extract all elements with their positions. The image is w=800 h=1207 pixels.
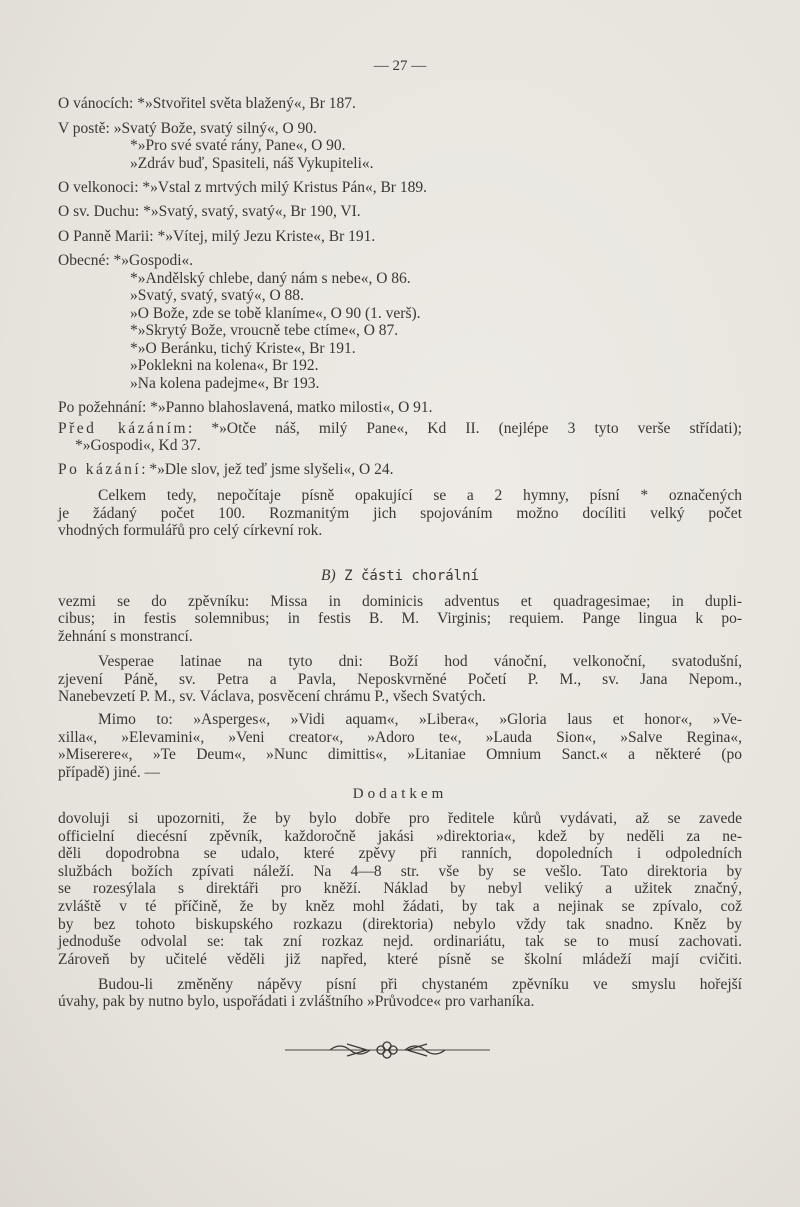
line-general-8	[130, 375, 742, 393]
line-text: »Zdráv buď, Spasiteli, náš Vykupiteli«.	[130, 155, 374, 172]
line-after-blessing	[58, 399, 742, 417]
paragraph-line	[58, 593, 742, 611]
ornament-divider	[285, 1040, 490, 1060]
line-text: : *»Otče náš, milý Pane«, Kd II. (nejlépe 3 tyto verše střídati);	[188, 420, 742, 437]
line-virgin-mary	[58, 228, 742, 246]
line-text: jednoduše odvolal se: tak zní rozkaz nejd. ordinariátu, tak se to musí zachovati.	[58, 933, 742, 950]
line-general-5	[130, 322, 742, 340]
line-label: B)	[321, 567, 336, 584]
line-text: Mimo to: »Asperges«, »Vidi aquam«, »Libera«, »Gloria laus et honor«, »Ve-	[98, 711, 742, 728]
line-general	[58, 252, 742, 270]
line-text: je žádaný počet 100. Rozmanitým jich spojováním možno docíliti velký počet	[58, 505, 742, 522]
line-general-2	[130, 270, 742, 288]
line-text: officielní diecésní zpěvník, každoročně jakási »direktoria«, kdež by neděli za ne-	[58, 828, 742, 845]
line-christmas	[58, 95, 742, 113]
paragraph-line	[58, 880, 742, 898]
paragraph-line	[58, 505, 742, 523]
line-text: O vánocích: *»Stvořitel světa blažený«, Br 187.	[58, 95, 356, 112]
section-heading-b	[58, 567, 742, 585]
line-text: dovoluji si upozorniti, že by bylo dobře pro ředitele kůrů vydávati, až se zavede	[58, 810, 742, 827]
line-text: cibus; in festis solemnibus; in festis B. M. Virginis; requiem. Pange lingua k po-	[58, 610, 742, 627]
paragraph-line	[58, 845, 742, 863]
paragraph-line	[98, 487, 742, 505]
paragraph-line	[58, 729, 742, 747]
line-lent-2	[130, 137, 742, 155]
page-number: — 27 —	[373, 58, 427, 74]
line-text: vhodných formulářů pro celý církevní rok.	[58, 522, 323, 539]
line-text: případě) jiné. —	[58, 764, 161, 781]
line-text: *»Andělský chlebe, daný nám s nebe«, O 86.	[130, 270, 411, 287]
line-text: »Poklekni na kolena«, Br 192.	[130, 357, 319, 374]
paragraph-line	[58, 863, 742, 881]
paragraph-line	[58, 810, 742, 828]
paragraph-line	[98, 653, 742, 671]
line-text: zjevení Páně, sv. Petra a Pavla, Neposkvrněné Početí P. M., sv. Jana Nepom.,	[58, 671, 742, 688]
line-text: »Na kolena padejme«, Br 193.	[130, 375, 320, 392]
line-text: Po požehnání: *»Panno blahoslavená, matko milosti«, O 91.	[58, 399, 433, 416]
line-text: V postě: »Svatý Bože, svatý silný«, O 90.	[58, 120, 317, 137]
line-text: O sv. Duchu: *»Svatý, svatý, svatý«, Br 190, VI.	[58, 203, 361, 220]
line-text: Z části chorální	[335, 568, 479, 584]
paragraph-line	[58, 688, 742, 706]
paragraph-line	[58, 951, 742, 969]
line-text: *»Gospodi«, Kd 37.	[75, 437, 201, 454]
paragraph-line	[58, 993, 742, 1011]
paragraph-line	[58, 522, 742, 540]
line-text: žehnání s monstrancí.	[58, 628, 193, 645]
line-after-sermon	[58, 461, 742, 479]
paragraph-line	[58, 764, 742, 782]
paragraph-line	[58, 628, 742, 646]
line-text: zvláště v té příčině, že by kněz mohl žádati, by tak a nejinak se zpívalo, což	[58, 898, 742, 915]
line-text: službách božích zpívati náleží. Na 4—8 str. vše by se vešlo. Tato direktoria by	[58, 863, 742, 880]
line-text: *»Skrytý Bože, vroucně tebe ctíme«, O 87.	[130, 322, 399, 339]
line-lent-3	[130, 155, 742, 173]
line-text: úvahy, pak by nutno bylo, uspořádati i zvláštního »Průvodce« pro varhaníka.	[58, 993, 535, 1010]
line-text: O Panně Marii: *»Vítej, milý Jezu Kriste«, Br 191.	[58, 228, 376, 245]
line-general-7	[130, 357, 742, 375]
paragraph-line	[58, 671, 742, 689]
paragraph-line	[58, 828, 742, 846]
paragraph-line	[58, 610, 742, 628]
line-general-6	[130, 340, 742, 358]
line-general-4	[130, 305, 742, 323]
line-text: by bez tohoto biskupského rozkazu (direktoria) nebylo vždy tak snadno. Kněz by	[58, 916, 742, 933]
line-text: Vesperae latinae na tyto dni: Boží hod vánoční, velkonoční, svatodušní,	[98, 653, 742, 670]
line-label: Před kázáním	[58, 420, 189, 437]
paragraph-line	[58, 916, 742, 934]
paragraph-line	[98, 976, 742, 994]
line-text: Zároveň by učitelé věděli již napřed, které písně se školní mládeží mají cvičiti.	[58, 951, 742, 968]
line-text: *»O Beránku, tichý Kriste«, Br 191.	[130, 340, 356, 357]
line-text: se rozesýlala s direktáři pro kněží. Náklad by nebyl veliký a užitek značný,	[58, 880, 742, 897]
line-text: Obecné: *»Gospodi«.	[58, 252, 194, 269]
line-text: : *»Dle slov, jež teď jsme slyšeli«, O 24.	[141, 461, 394, 478]
line-text: Budou-li změněny nápěvy písní při chystaném zpěvníku ve smyslu hořejší	[98, 976, 742, 993]
paragraph-line	[58, 898, 742, 916]
line-before-sermon	[58, 420, 742, 438]
line-text: Celkem tedy, nepočítaje písně opakující se a 2 hymny, písní * označených	[98, 487, 742, 504]
line-text: xilla«, »Elevamini«, »Veni creator«, »Adoro te«, »Lauda Sion«, »Salve Regina«,	[58, 729, 742, 746]
line-label: Po kázání	[58, 461, 142, 478]
line-text: *»Pro své svaté rány, Pane«, O 90.	[130, 137, 346, 154]
line-general-3	[130, 287, 742, 305]
line-text: »Miserere«, »Te Deum«, »Nunc dimittis«, »Litaniae Omnium Sanct.« a některé (po	[58, 746, 742, 763]
line-before-sermon-2	[75, 437, 742, 455]
line-text: Nanebevzetí P. M., sv. Václava, posvěcení chrámu P., všech Svatých.	[58, 688, 486, 705]
line-text: »Svatý, svatý, svatý«, O 88.	[130, 287, 304, 304]
paragraph-line	[98, 711, 742, 729]
line-text: děli dopodrobna se udalo, které zpěvy při ranních, dopoledních i odpoledních	[58, 845, 742, 862]
paragraph-line	[58, 746, 742, 764]
line-lent	[58, 120, 742, 138]
paragraph-line	[58, 933, 742, 951]
line-text: »O Bože, zde se tobě klaníme«, O 90 (1. verš).	[130, 305, 421, 322]
section-heading-dodatkem	[58, 785, 742, 803]
line-easter	[58, 179, 742, 197]
line-text: vezmi se do zpěvníku: Missa in dominicis adventus et quadragesimae; in dupli-	[58, 593, 742, 610]
line-text: Dodatkem	[352, 786, 448, 802]
line-holy-spirit	[58, 203, 742, 221]
line-text: O velkonoci: *»Vstal z mrtvých milý Kristus Pán«, Br 189.	[58, 179, 427, 196]
